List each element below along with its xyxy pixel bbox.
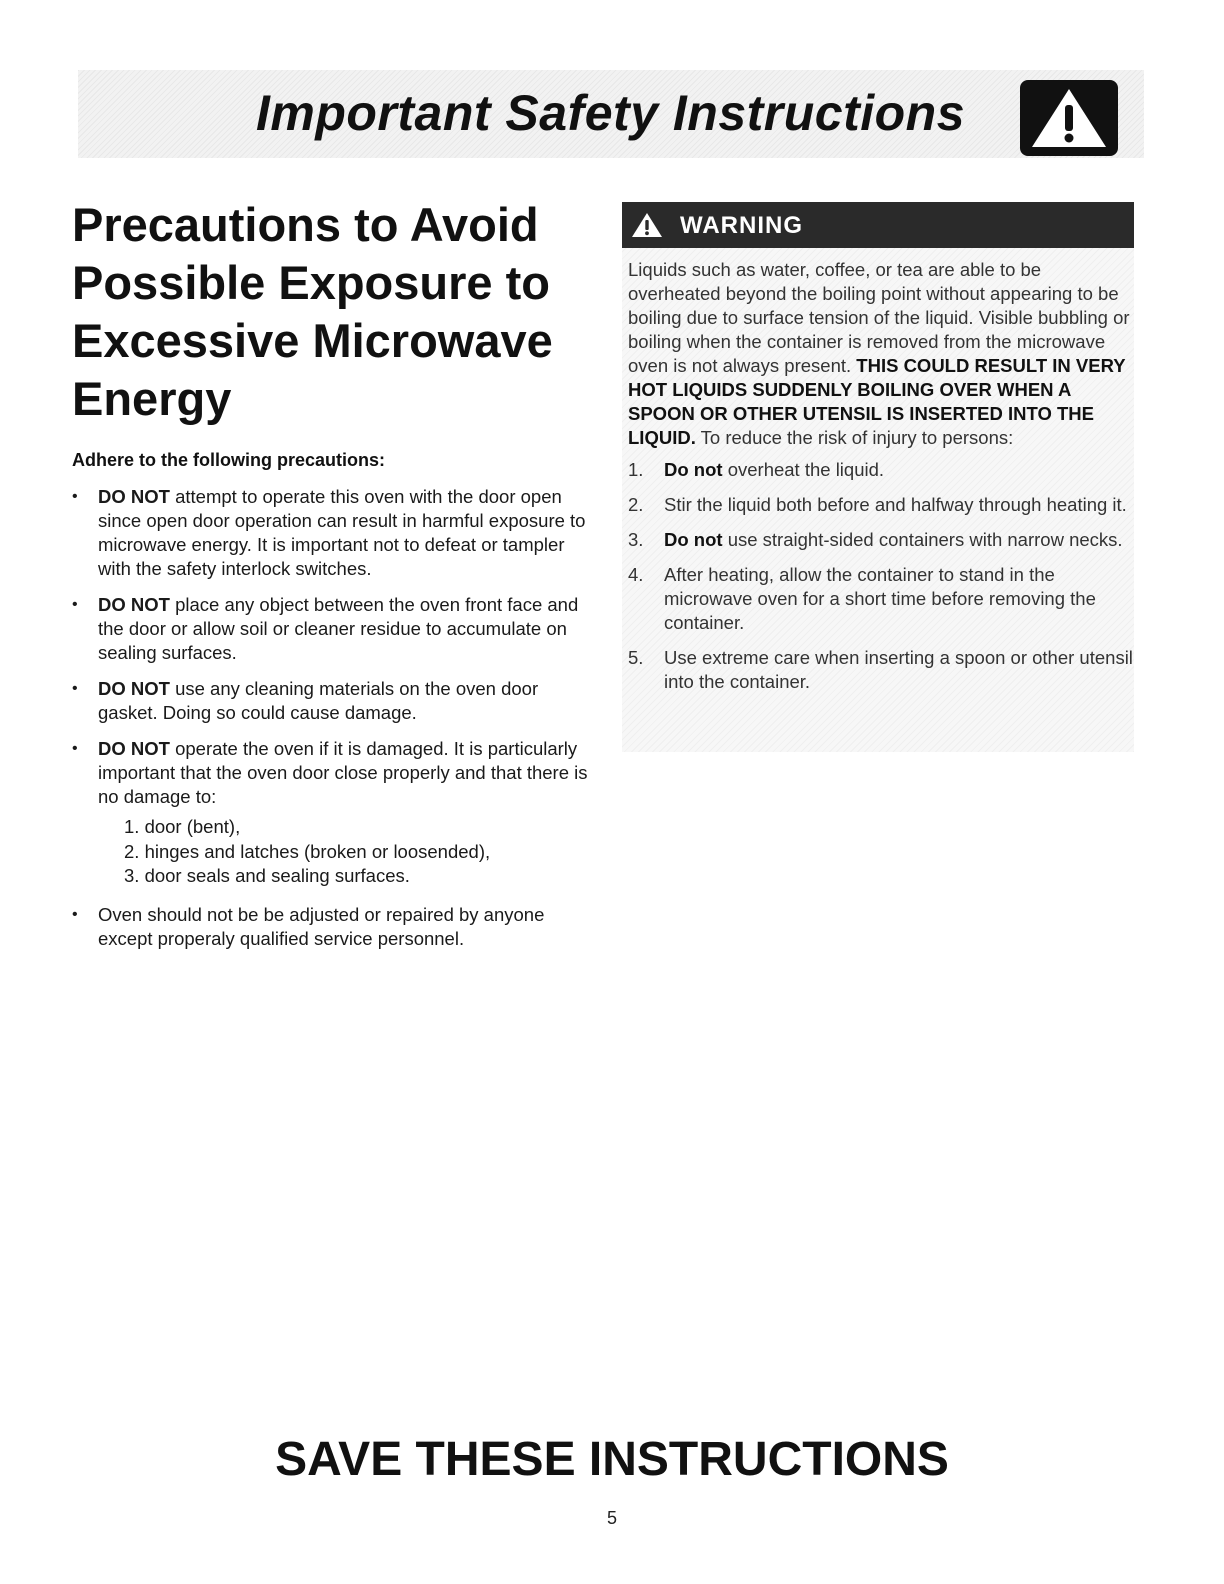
warning-box	[622, 202, 1134, 752]
list-item: 2. Stir the liquid both before and halfway through heating it.	[628, 494, 1127, 515]
bullet-icon: •	[72, 488, 78, 505]
list-item: • DO NOT place any object between the oven front face and the door or allow soil or cleaner residue to accumulate on sealing surfaces.	[72, 594, 579, 663]
save-instructions-heading: SAVE THESE INSTRUCTIONS	[275, 1433, 949, 1486]
bullet-icon: •	[72, 680, 78, 697]
page-number: 5	[606, 1508, 617, 1528]
list-item: 5. Use extreme care when inserting a spoon or other utensil into the container.	[628, 647, 1133, 692]
warning-header	[622, 202, 1134, 248]
precautions-subheading: Adhere to the following precautions:	[72, 450, 386, 470]
warning-triangle-icon	[630, 211, 664, 244]
precautions-column	[72, 196, 597, 963]
bullet-icon: •	[72, 596, 78, 613]
list-item: • DO NOT use any cleaning materials on the oven door gasket. Doing so could cause damage.	[72, 678, 539, 723]
bullet-icon: •	[72, 905, 78, 923]
list-item: 4. After heating, allow the container to stand in the microwave oven for a short time before removing the container.	[628, 564, 1096, 633]
warning-steps	[628, 458, 1134, 694]
warning-paragraph: Liquids such as water, coffee, or tea are able to be overheated beyond the boiling point without appearing to be boiling due to surface tension of the liquid. Visible bubbling or boiling when the container is removed from the microwave oven is not always present. THIS COULD RESULT IN VERY HOT LIQUIDS SUDDENLY BOILING OVER WHEN A SPOON OR OTHER UTENSIL IS INSERTED INTO THE LIQUID. To reduce the risk of injury to persons:	[628, 259, 1130, 448]
header-banner	[78, 70, 1144, 158]
warning-label: WARNING	[680, 212, 803, 239]
list-item: • DO NOT operate the oven if it is damaged. It is particularly important that the oven door close properly and that there is no damage to: 1. door (bent), 2. hinges and latches (broken or loosended), 3. door seals and sealing surfaces.	[72, 737, 597, 889]
list-item: • Oven should not be be adjusted or repaired by anyone except properaly qualified service personnel.	[72, 903, 545, 949]
precautions-list	[72, 485, 597, 951]
warning-triangle-icon	[1020, 80, 1118, 156]
list-item: 1. Do not overheat the liquid.	[628, 459, 885, 480]
list-item: 3. Do not use straight-sided containers with narrow necks.	[628, 529, 1123, 550]
banner-title: Important Safety Instructions	[256, 85, 966, 141]
damage-item: 2. hinges and latches (broken or loosended),	[124, 840, 491, 862]
bullet-icon: •	[72, 740, 78, 757]
damage-item: 1. door (bent),	[124, 816, 241, 837]
page-title: Precautions to Avoid Possible Exposure to Excessive Microwave Energy	[72, 198, 553, 425]
damage-list	[124, 815, 597, 889]
list-item: • DO NOT attempt to operate this oven with the door open since open door operation can result in harmful exposure to microwave energy. It is important not to defeat or tampler with the safety interlock switches.	[72, 486, 586, 579]
damage-item: 3. door seals and sealing surfaces.	[124, 865, 410, 886]
